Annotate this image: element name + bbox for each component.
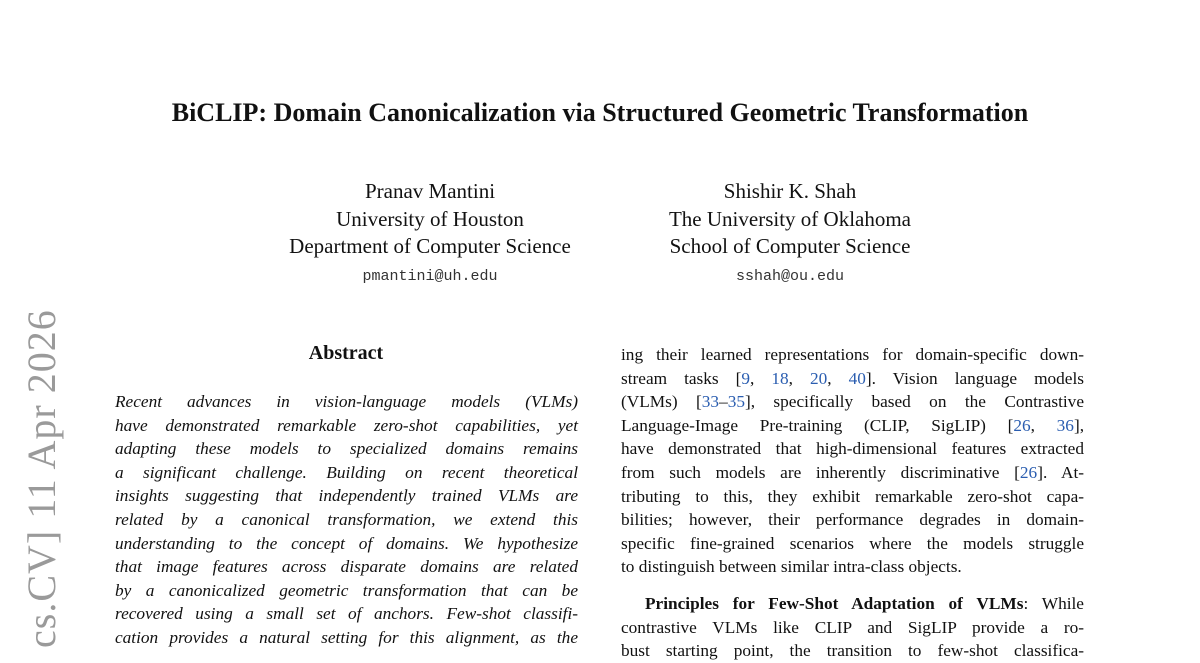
body-text: stream tasks [ — [621, 368, 742, 388]
body-text: ], — [1073, 415, 1085, 435]
citation-link[interactable]: 36 — [1056, 415, 1074, 435]
arxiv-stamp: cs.CV] 11 Apr 2026 — [19, 309, 64, 648]
abstract-line: adapting these models to specialized domains remains — [115, 439, 578, 459]
paragraph-heading: Principles for Few-Shot Adaptation of VLMs — [645, 593, 1024, 613]
abstract-line: that image features across disparate domains are related — [115, 557, 578, 577]
abstract-line: cation provides a natural setting for this alignment, as the — [115, 627, 578, 647]
citation-link[interactable]: 40 — [848, 368, 866, 388]
body-text: (VLMs) [ — [621, 392, 702, 412]
author-name: Shishir K. Shah — [723, 179, 857, 203]
body-text: , — [788, 368, 810, 388]
body-line: tributing to this, they exhibit remarkable zero-shot capa- — [621, 486, 1084, 506]
abstract-line: Recent advances in vision-language models (VLMs) — [115, 392, 578, 411]
abstract-line: a significant challenge. Building on recent theoretical — [115, 462, 578, 482]
body-text: ]. At- — [1037, 462, 1084, 482]
citation-link[interactable]: 20 — [809, 368, 828, 388]
body-text: ], specifically based on the Contrastive — [744, 392, 1084, 412]
body-line: have demonstrated that high-dimensional features extracted — [621, 439, 1084, 459]
body-text: from such models are inherently discriminative [ — [621, 462, 1020, 482]
body-line — [621, 390, 1084, 414]
body-line: specific fine-grained scenarios where the models struggle — [621, 533, 1084, 553]
paper-title: BiCLIP: Domain Canonicalization via Structured Geometric Transformation — [171, 98, 1029, 127]
author-department: Department of Computer Science — [289, 234, 571, 258]
author-affiliation: University of Houston — [336, 206, 524, 231]
body-line: to distinguish between similar intra-class objects. — [621, 557, 962, 577]
body-text: Language-Image Pre-training (CLIP, SigLIP) [ — [621, 415, 1014, 435]
author-name: Pranav Mantini — [364, 179, 496, 203]
body-text: ]. Vision language models — [865, 368, 1085, 388]
abstract-heading: Abstract — [308, 342, 384, 364]
body-line — [621, 367, 1084, 391]
paragraph-principles — [621, 592, 1084, 663]
body-line: ing their learned representations for domain-specific down- — [621, 345, 1084, 364]
author-email[interactable]: sshah@ou.edu — [735, 267, 845, 285]
body-line — [621, 592, 1084, 616]
citation-link[interactable]: 35 — [727, 392, 745, 412]
citation-link[interactable]: 18 — [771, 368, 789, 388]
body-text: : While — [1023, 593, 1084, 613]
author-department: School of Computer Science — [669, 234, 911, 258]
citation-link[interactable]: 26 — [1019, 462, 1038, 482]
body-line: contrastive VLMs like CLIP and SigLIP provide a ro- — [621, 617, 1084, 637]
abstract-line: related by a canonical transformation, we extend this — [115, 509, 578, 529]
body-text: , — [827, 368, 849, 388]
body-column-right — [621, 343, 1084, 663]
abstract-line: understanding to the concept of domains. We hypothesize — [115, 533, 578, 553]
author-block-1 — [260, 178, 600, 290]
author-email[interactable]: pmantini@uh.edu — [362, 267, 498, 285]
abstract-line: have demonstrated remarkable zero-shot capabilities, yet — [115, 415, 578, 435]
citation-link[interactable]: 9 — [741, 368, 751, 388]
body-line — [621, 414, 1084, 438]
body-line: bilities; however, their performance degrades in domain- — [621, 510, 1084, 530]
citation-link[interactable]: 33 — [701, 392, 720, 412]
author-block-2 — [625, 178, 955, 290]
body-text: , — [750, 368, 772, 388]
body-text: , — [1030, 415, 1057, 435]
abstract-line: insights suggesting that independently trained VLMs are — [115, 486, 578, 506]
abstract-line: recovered using a small set of anchors. Few-shot classifi- — [115, 604, 578, 624]
body-text: – — [719, 392, 728, 412]
abstract-body — [115, 390, 578, 650]
citation-link[interactable]: 26 — [1013, 415, 1031, 435]
abstract-line: by a canonicalized geometric transformation that can be — [115, 580, 578, 600]
body-line — [621, 461, 1084, 485]
author-affiliation: The University of Oklahoma — [668, 206, 912, 231]
body-line: bust starting point, the transition to few-shot classifica- — [621, 641, 1084, 661]
